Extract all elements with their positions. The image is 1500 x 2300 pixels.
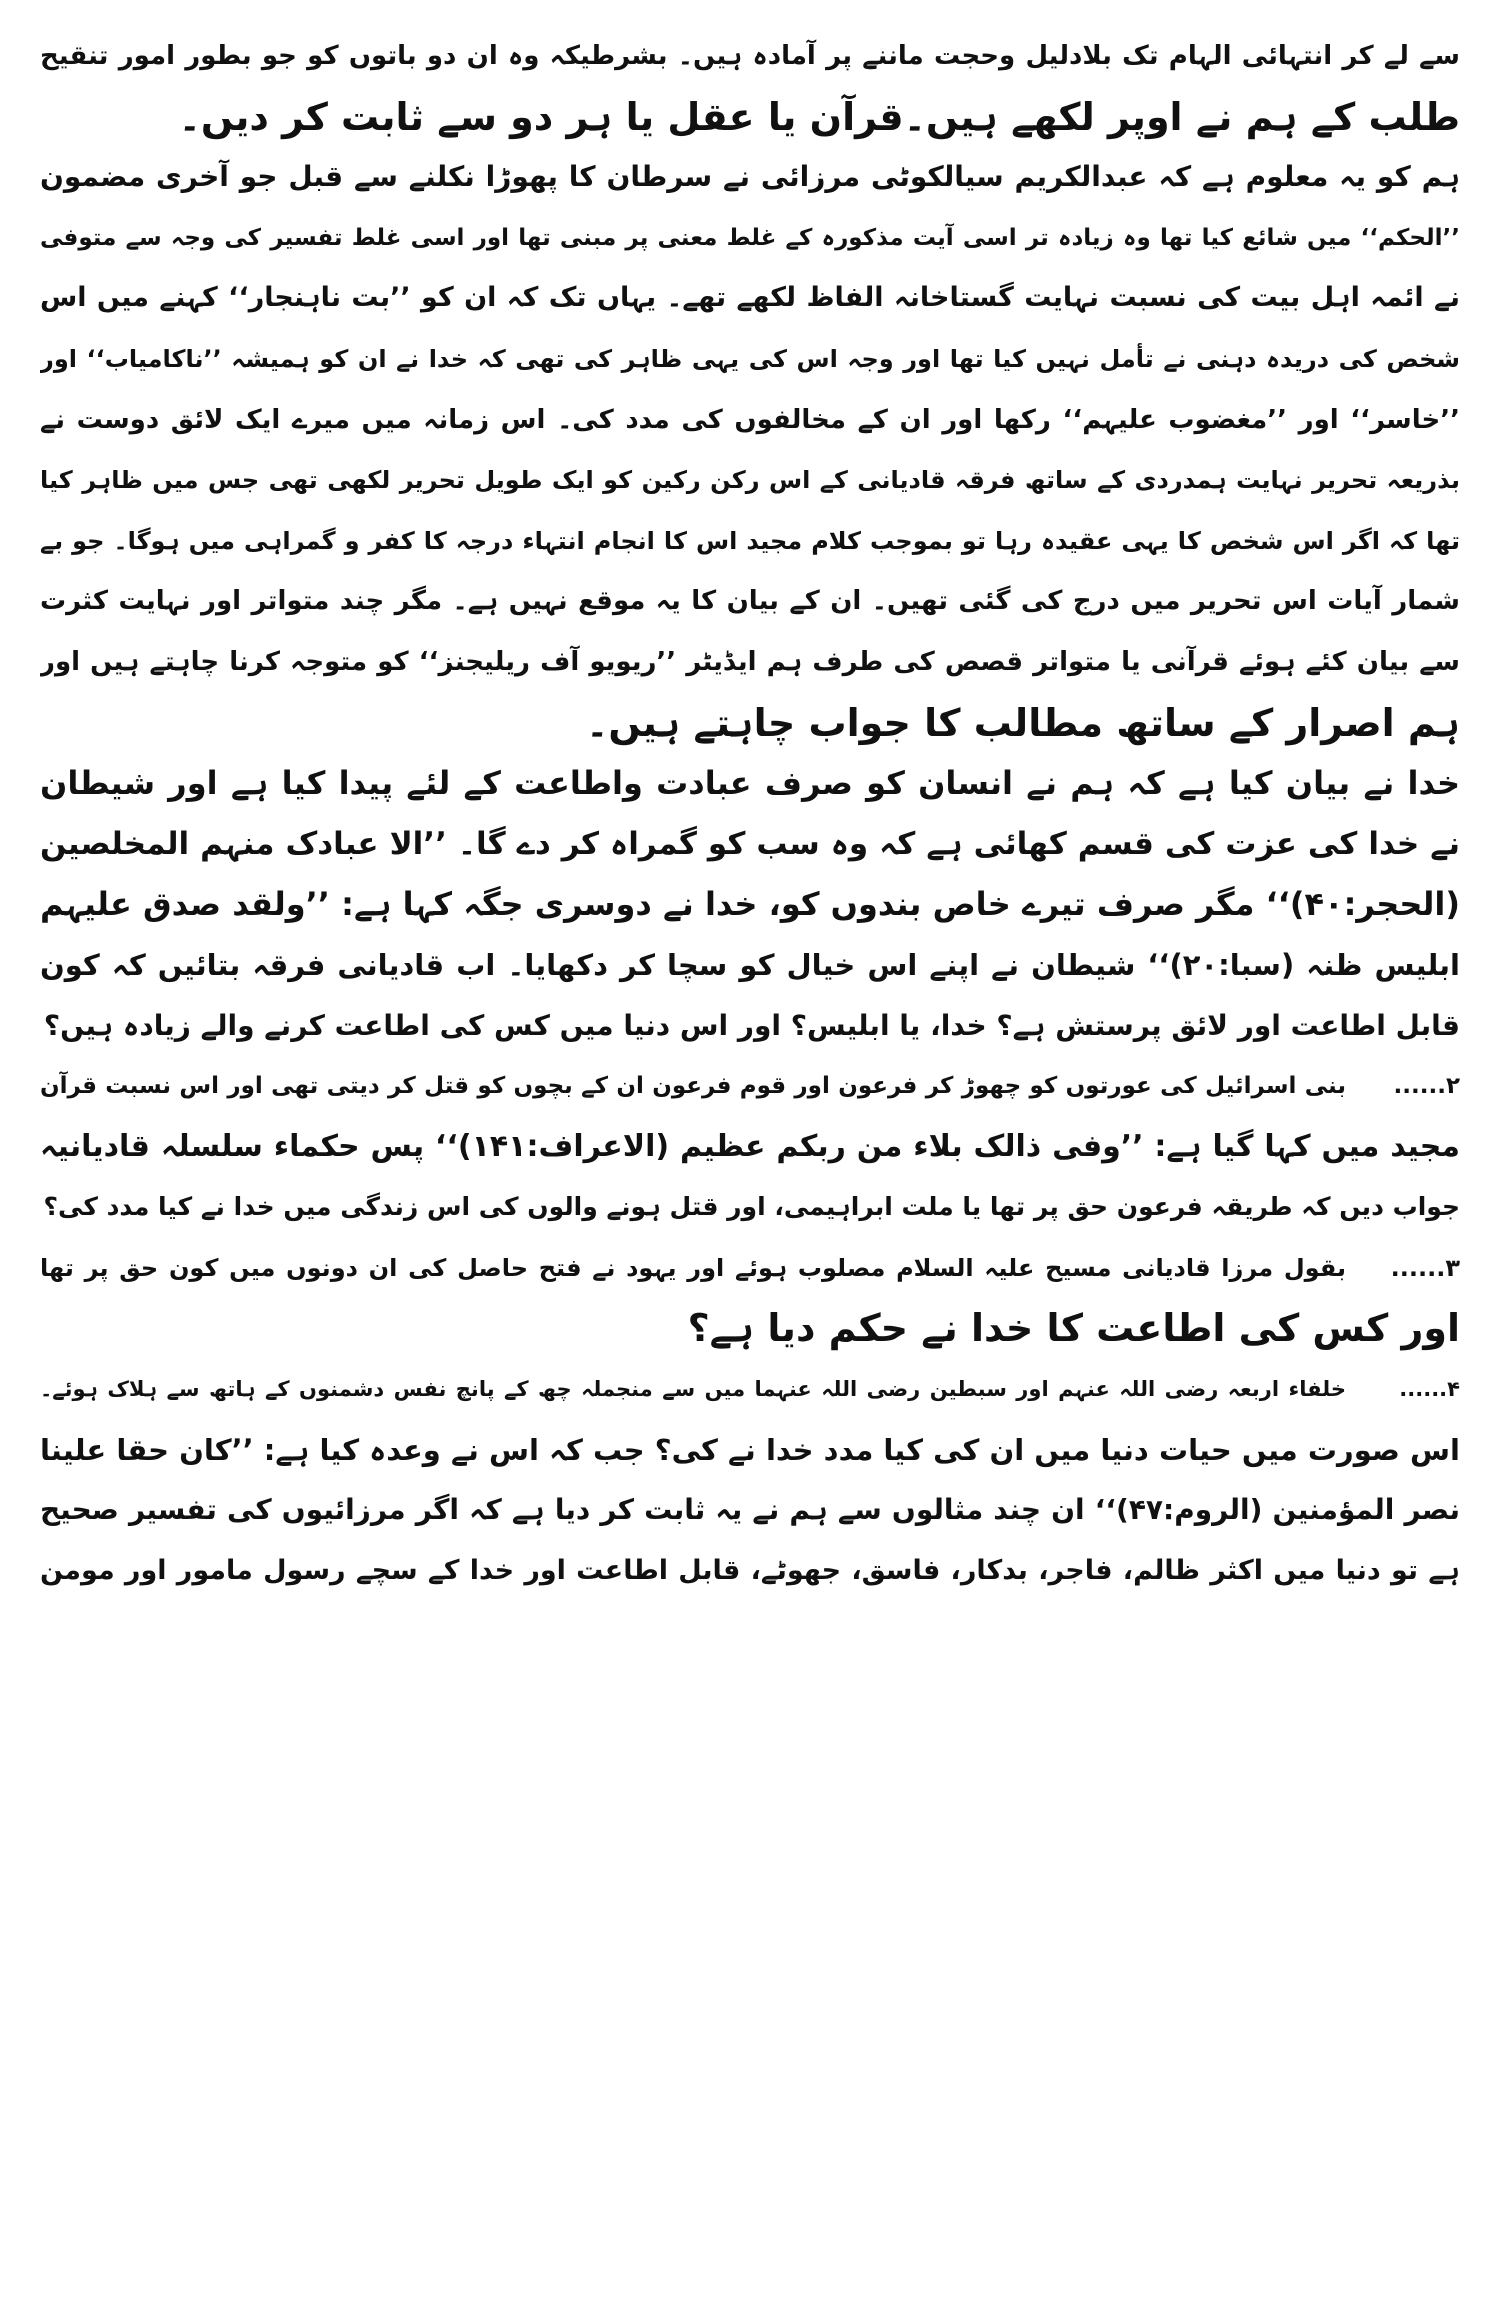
text-line: قابل اطاعت اور لائق پرستش ہے؟ خدا، یا ابلیس؟ اور اس دنیا میں کس کی اطاعت کرنے والے زیادہ ہیں؟	[43, 1008, 1460, 1042]
text-line: نے خدا کی عزت کی قسم کھائی ہے کہ وہ سب کو گمراہ کر دے گا۔ ’’الا عبادک منہم المخلصین	[40, 825, 1460, 862]
text-line: طلب کے ہم نے اوپر لکھے ہیں۔قرآن یا عقل یا ہر دو سے ثابت کر دیں۔	[178, 94, 1460, 139]
item-number: ۳......	[1390, 1253, 1460, 1282]
text-line: ’’الحکم‘‘ میں شائع کیا تھا وہ زیادہ تر اسی آیت مذکورہ کے غلط معنی پر مبنی تھا اور اسی غلط تفسیر کی وجہ سے متوفی	[40, 224, 1460, 251]
text-line: بنی اسرائیل کی عورتوں کو چھوڑ کر فرعون اور قوم فرعون ان کے بچوں کو قتل کر دیتی تھی اور اس نسبت قرآن	[40, 1073, 1346, 1100]
text-line: بذریعہ تحریر نہایت ہمدردی کے ساتھ فرقہ قادیانی کے اس رکن رکین کو ایک طویل تحریر لکھی تھی جس میں ظاہر کیا	[40, 466, 1460, 495]
text-line: خدا نے بیان کیا ہے کہ ہم نے انسان کو صرف عبادت واطاعت کے لئے پیدا کیا ہے اور شیطان	[40, 764, 1460, 803]
text-line: (الحجر:۴۰)‘‘ مگر صرف تیرے خاص بندوں کو، خدا نے دوسری جگہ کہا ہے: ’’ولقد صدق علیہم	[40, 885, 1460, 924]
item-number: ۲......	[1393, 1073, 1460, 1100]
text-line: جواب دیں کہ طریقہ فرعون حق پر تھا یا ملت ابراہیمی، اور قتل ہونے والوں کی اس زندگی میں خدا نے کیا مدد کی؟	[43, 1192, 1460, 1222]
numbered-line	[40, 1238, 1460, 1299]
text-line: ہم اصرار کے ساتھ مطالب کا جواب چاہتے ہیں۔	[586, 700, 1460, 745]
text-line: ’’خاسر‘‘ اور ’’مغضوب علیہم‘‘ رکھا اور ان کے مخالفوں کی مدد کی۔ اس زمانہ میں میرے ایک لائق دوست نے	[40, 404, 1460, 435]
text-line: شخص کی دریدہ دہنی نے تأمل نہیں کیا تھا اور وجہ اس کی یہی ظاہر کی تھی کہ خدا نے ان کو ہمیشہ ’’ناکامیاب‘‘ اور	[40, 344, 1460, 373]
text-line: سے لے کر انتہائی الہام تک بلادلیل وحجت ماننے پر آمادہ ہیں۔ بشرطیکہ وہ ان دو باتوں کو جو بطور امور تنقیح	[40, 41, 1460, 71]
text-line: اس صورت میں حیات دنیا میں ان کی کیا مدد خدا نے کی؟ جب کہ اس نے وعدہ کیا ہے: ’’کان حقا علینا	[40, 1432, 1460, 1467]
text-line: سے بیان کئے ہوئے قرآنی یا متواتر قصص کی طرف ہم ایڈیٹر ’’ریویو آف ریلیجنز‘‘ کو متوجہ کرنا چاہتے ہیں اور	[40, 646, 1460, 677]
text-line: ہے تو دنیا میں اکثر ظالم، فاجر، بدکار، فاسق، جھوٹے، قابل اطاعت اور خدا کے سچے رسول مامور اور مومن	[40, 1554, 1460, 1586]
numbered-line	[40, 1359, 1460, 1420]
numbered-line	[40, 1056, 1460, 1117]
item-number: ۴......	[1399, 1377, 1460, 1402]
text-line: نصر المؤمنین (الروم:۴۷)‘‘ ان چند مثالوں سے ہم نے یہ ثابت کر دیا ہے کہ اگر مرزائیوں کی تفسیر صحیح	[40, 1493, 1460, 1527]
text-line: ابلیس ظنہ (سبا:۲۰)‘‘ شیطان نے اپنے اس خیال کو سچا کر دکھایا۔ اب قادیانی فرقہ بتائیں کہ کون	[40, 947, 1460, 982]
text-line: تھا کہ اگر اس شخص کا یہی عقیدہ رہا تو بموجب کلام مجید اس کا انجام انتہاء درجہ کا کفر و گمراہی میں ہوگا۔ جو بے	[40, 526, 1460, 555]
text-line: نے ائمہ اہل بیت کی نسبت نہایت گستاخانہ الفاظ لکھے تھے۔ یہاں تک کہ ان کو ’’بت ناہنجار‘‘ کہنے میں اس	[40, 282, 1460, 314]
text-line: مجید میں کہا گیا ہے: ’’وفی ذالک بلاء من ربکم عظیم (الاعراف:۱۴۱)‘‘ پس حکماء سلسلہ قادیانیہ	[40, 1128, 1460, 1164]
text-line: خلفاء اربعہ رضی اللہ عنہم اور سبطین رضی اللہ عنہما میں سے منجملہ چھ کے پانچ نفس دشمنوں کے ہاتھ سے ہلاک ہوئے۔	[40, 1377, 1346, 1402]
text-line: اور کس کی اطاعت کا خدا نے حکم دیا ہے؟	[687, 1306, 1460, 1351]
text-line: شمار آیات اس تحریر میں درج کی گئی تھیں۔ ان کے بیان کا یہ موقع نہیں ہے۔ مگر چند متواتر اور نہایت کثرت	[40, 586, 1460, 617]
text-line: ہم کو یہ معلوم ہے کہ عبدالکریم سیالکوٹی مرزائی نے سرطان کا پھوڑا نکلنے سے قبل جو آخری مضمون	[40, 160, 1460, 194]
text-line: بقول مرزا قادیانی مسیح علیہ السلام مصلوب ہوئے اور یہود نے فتح حاصل کی ان دونوں میں کون حق پر تھا	[40, 1253, 1346, 1282]
